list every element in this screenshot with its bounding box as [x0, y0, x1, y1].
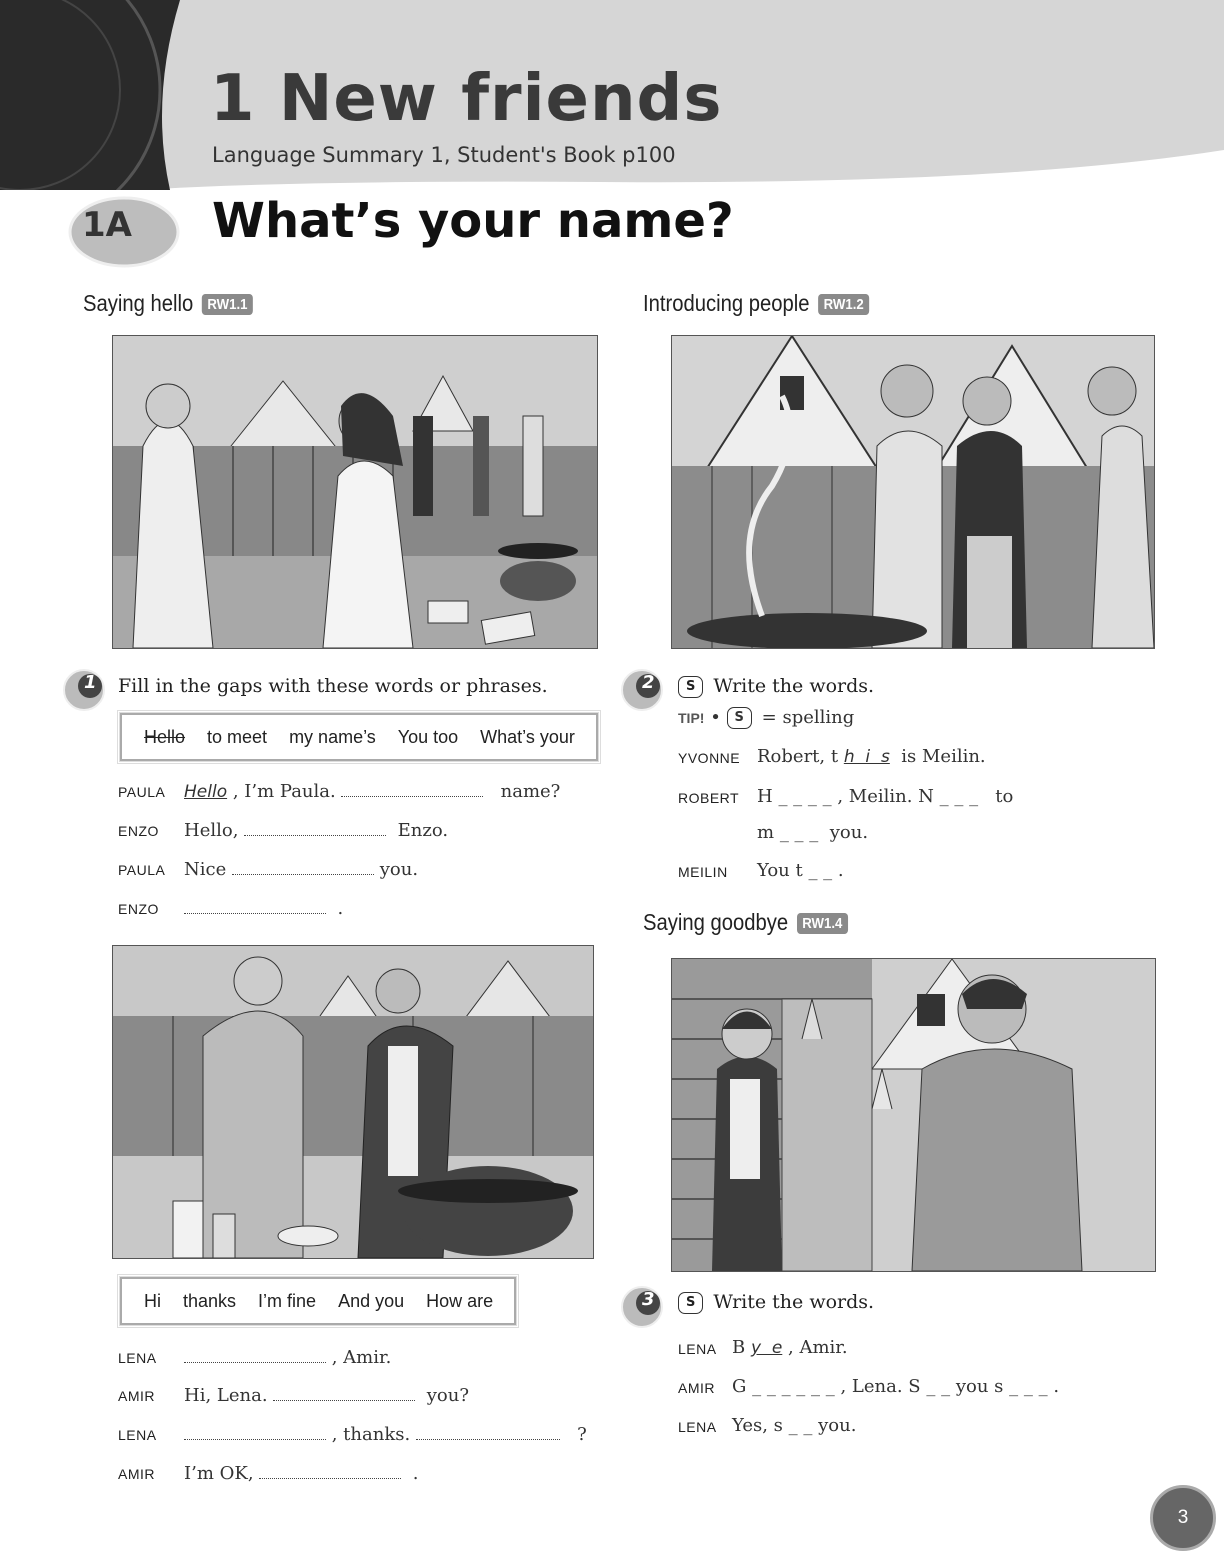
- speaker-label: AMIR: [118, 1388, 155, 1404]
- example-answer: Hello: [184, 782, 228, 802]
- tip-text: = spelling: [761, 707, 855, 728]
- page-number: 3: [1150, 1485, 1216, 1551]
- dialogue-text: , thanks.: [331, 1424, 411, 1445]
- speaker-label: ENZO: [118, 823, 159, 839]
- word-chip: thanks: [183, 1290, 237, 1311]
- answer-gap[interactable]: [341, 780, 483, 797]
- letter-gap[interactable]: _ _: [808, 860, 833, 881]
- dialogue-text: you.: [829, 822, 869, 843]
- dialogue-text: H: [757, 786, 773, 807]
- dialogue-text: Enzo.: [397, 820, 449, 841]
- rw-tag: RW1.1: [202, 294, 253, 315]
- spelling-icon: S: [727, 707, 752, 729]
- tip-row: [678, 707, 854, 729]
- answer-gap[interactable]: [273, 1384, 415, 1401]
- tip-bullet: •: [710, 707, 721, 728]
- dialogue-text: ?: [577, 1424, 587, 1445]
- dialogue-text: .: [837, 860, 844, 881]
- dialogue-text: to: [995, 786, 1014, 807]
- dialogue-text: .: [1053, 1376, 1060, 1397]
- rw-tag: RW1.4: [797, 913, 848, 934]
- dialogue-text: Robert, t: [757, 746, 839, 767]
- tip-label: TIP!: [678, 710, 705, 726]
- answer-gap[interactable]: [244, 819, 386, 836]
- dialogue-text: You t: [757, 860, 803, 881]
- answer-gap[interactable]: [416, 1423, 560, 1440]
- unit-subtitle: Language Summary 1, Student's Book p100: [212, 143, 676, 167]
- answer-gap[interactable]: [259, 1462, 401, 1479]
- example-answer: h i s: [843, 747, 890, 767]
- letter-gap[interactable]: _ _ _ _: [778, 786, 832, 807]
- dialogue-text: Nice: [184, 859, 227, 880]
- dialogue-text: B: [732, 1337, 746, 1358]
- dialogue-text: name?: [500, 781, 561, 802]
- letter-gap[interactable]: _ _: [926, 1376, 951, 1397]
- letter-gap[interactable]: _ _ _: [939, 786, 979, 807]
- dialogue-text: .: [337, 898, 344, 919]
- section-title: Introducing people: [643, 290, 810, 316]
- speaker-label: AMIR: [678, 1380, 715, 1396]
- illustration-introductions: [671, 335, 1155, 649]
- section-saying-goodbye: [643, 909, 848, 936]
- word-chip: to meet: [207, 726, 268, 747]
- exercise-1-number: 1: [84, 672, 97, 693]
- dialogue-text: G: [732, 1376, 747, 1397]
- word-chip: How are: [426, 1290, 494, 1311]
- illustration-handshake-party: [112, 335, 598, 649]
- word-chip: What’s your: [480, 726, 575, 747]
- spelling-icon: S: [678, 1292, 703, 1314]
- speaker-label: LENA: [678, 1419, 717, 1435]
- exercise-3-instruction-row: [678, 1291, 874, 1314]
- letter-gap[interactable]: _ _: [788, 1415, 813, 1436]
- speaker-label: LENA: [118, 1350, 157, 1366]
- speaker-label: LENA: [678, 1341, 717, 1357]
- speaker-label: PAULA: [118, 784, 166, 800]
- speaker-label: ENZO: [118, 901, 159, 917]
- dialogue-text: you s: [955, 1376, 1004, 1397]
- dialogue-text: Hello,: [184, 820, 239, 841]
- exercise-2-number: 2: [642, 672, 655, 693]
- dialogue-text: m: [757, 822, 775, 843]
- exercise-2-instruction: Write the words.: [713, 675, 875, 697]
- exercise-3-instruction: Write the words.: [713, 1291, 875, 1313]
- dialogue-text: , Lena. S: [840, 1376, 921, 1397]
- speaker-label: LENA: [118, 1427, 157, 1443]
- word-box-1: [120, 713, 598, 761]
- dialogue-text: is Meilin.: [901, 746, 986, 767]
- dialogue-text: , Meilin. N: [837, 786, 934, 807]
- word-chip: I’m fine: [258, 1290, 317, 1311]
- word-chip: And you: [338, 1290, 405, 1311]
- illustration-barbecue-chat: [112, 945, 594, 1259]
- dialogue-text: Hi, Lena.: [184, 1385, 268, 1406]
- word-chip: Hi: [144, 1290, 161, 1311]
- dialogue-text: you?: [426, 1385, 469, 1406]
- dialogue-text: , Amir.: [331, 1347, 392, 1368]
- dialogue-text: .: [412, 1463, 419, 1484]
- word-box-2: [120, 1277, 516, 1325]
- speaker-label: MEILIN: [678, 864, 728, 880]
- section-title: Saying goodbye: [643, 909, 789, 935]
- answer-gap[interactable]: [184, 1423, 326, 1440]
- dialogue-text: you.: [379, 859, 419, 880]
- lesson-title: What’s your name?: [212, 193, 734, 249]
- exercise-3-number: 3: [642, 1289, 655, 1310]
- example-answer: y e: [750, 1338, 783, 1358]
- answer-gap[interactable]: [184, 897, 326, 914]
- section-introducing-people: [643, 290, 869, 317]
- dialogue-text: you.: [818, 1415, 857, 1436]
- speaker-label: ROBERT: [678, 790, 740, 806]
- answer-gap[interactable]: [184, 1346, 326, 1363]
- letter-gap[interactable]: _ _ _: [779, 822, 819, 843]
- answer-gap[interactable]: [232, 858, 374, 875]
- word-chip: Hello: [144, 726, 186, 747]
- dialogue-text: , Amir.: [788, 1337, 848, 1358]
- word-chip: You too: [397, 726, 459, 747]
- section-saying-hello: [83, 290, 253, 317]
- dialogue-text: I’m OK,: [184, 1463, 254, 1484]
- exercise-2-instruction-row: [678, 675, 874, 698]
- spelling-icon: S: [678, 676, 703, 698]
- speaker-label: YVONNE: [678, 750, 741, 766]
- letter-gap[interactable]: _ _ _: [1009, 1376, 1048, 1397]
- speaker-label: AMIR: [118, 1466, 155, 1482]
- rw-tag: RW1.2: [818, 294, 869, 315]
- word-chip: my name’s: [289, 726, 376, 747]
- unit-title: 1 New friends: [210, 62, 723, 136]
- dialogue-text: , I’m Paula.: [232, 781, 336, 802]
- speaker-label: PAULA: [118, 862, 166, 878]
- lesson-code: 1A: [82, 205, 132, 245]
- illustration-goodbye-wave: [671, 958, 1156, 1272]
- letter-gap[interactable]: _ _ _ _ _ _: [752, 1376, 835, 1397]
- section-title: Saying hello: [83, 290, 194, 316]
- dialogue-text: Yes, s: [732, 1415, 783, 1436]
- exercise-1-instruction: Fill in the gaps with these words or phrases.: [118, 675, 548, 697]
